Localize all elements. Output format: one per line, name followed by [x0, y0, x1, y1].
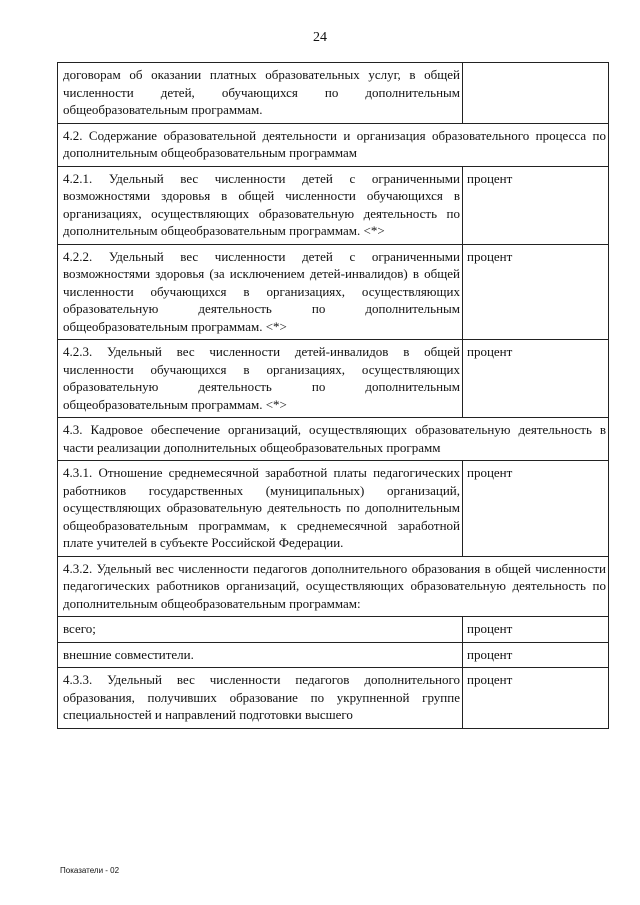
table-row: [58, 556, 609, 617]
page-footer: Показатели - 02: [60, 866, 120, 875]
unit-cell: процент: [463, 244, 609, 340]
table-row: [58, 166, 609, 244]
table-row: [58, 642, 609, 668]
indicator-text: всего;: [58, 617, 463, 643]
table-row: [58, 461, 609, 557]
section-header-row: [58, 418, 609, 461]
indicator-text: 4.3.1. Отношение среднемесячной заработной платы педагогических работников государственных (муниципальных) организаций, осуществляющих образовательную деятельность по дополнительным общеобразовательным программам, к среднемесячной заработной плате учителей в субъекте Российской Федерации.: [58, 461, 463, 557]
table-row: [58, 340, 609, 418]
unit-cell: процент: [463, 642, 609, 668]
section-header-4-3: 4.3. Кадровое обеспечение организаций, осуществляющих образовательную деятельность в части реализации дополнительных общеобразовательных программ: [58, 418, 609, 461]
indicator-text: внешние совместители.: [58, 642, 463, 668]
table-row: [58, 617, 609, 643]
table-row: [58, 244, 609, 340]
table-row: [58, 668, 609, 729]
unit-cell: [463, 63, 609, 124]
indicator-text: 4.2.2. Удельный вес численности детей с ограниченными возможностями здоровья (за исключением детей-инвалидов) в общей численности обучающихся в организациях, осуществляющих образовательную деятельность по дополнительным общеобразовательным программам. <*>: [58, 244, 463, 340]
unit-cell: процент: [463, 617, 609, 643]
section-header-4-2: 4.2. Содержание образовательной деятельности и организация образовательного процесса по дополнительным общеобразовательным программам: [58, 123, 609, 166]
indicator-text: договорам об оказании платных образовательных услуг, в общей численности детей, обучающихся по дополнительным общеобразовательным программам.: [58, 63, 463, 124]
table-row: [58, 63, 609, 124]
unit-cell: процент: [463, 166, 609, 244]
section-header-row: [58, 123, 609, 166]
unit-cell: процент: [463, 461, 609, 557]
page-number: 24: [313, 30, 327, 45]
indicator-text-full: 4.3.2. Удельный вес численности педагогов дополнительного образования в общей численности педагогических работников организаций, осуществляющих образовательную деятельность по дополнительным общеобразовательным программам:: [58, 556, 609, 617]
unit-cell: процент: [463, 668, 609, 729]
indicators-table: [57, 62, 609, 729]
indicator-text: 4.2.1. Удельный вес численности детей с ограниченными возможностями здоровья в общей численности обучающихся в организациях, осуществляющих образовательную деятельность по дополнительным общеобразовательным программам. <*>: [58, 166, 463, 244]
unit-cell: процент: [463, 340, 609, 418]
indicator-text: 4.2.3. Удельный вес численности детей-инвалидов в общей численности обучающихся в организациях, осуществляющих образовательную деятельность по дополнительным общеобразовательным программам. <*>: [58, 340, 463, 418]
indicator-text: 4.3.3. Удельный вес численности педагогов дополнительного образования, получивших образование по укрупненной группе специальностей и направлений подготовки высшего: [58, 668, 463, 729]
